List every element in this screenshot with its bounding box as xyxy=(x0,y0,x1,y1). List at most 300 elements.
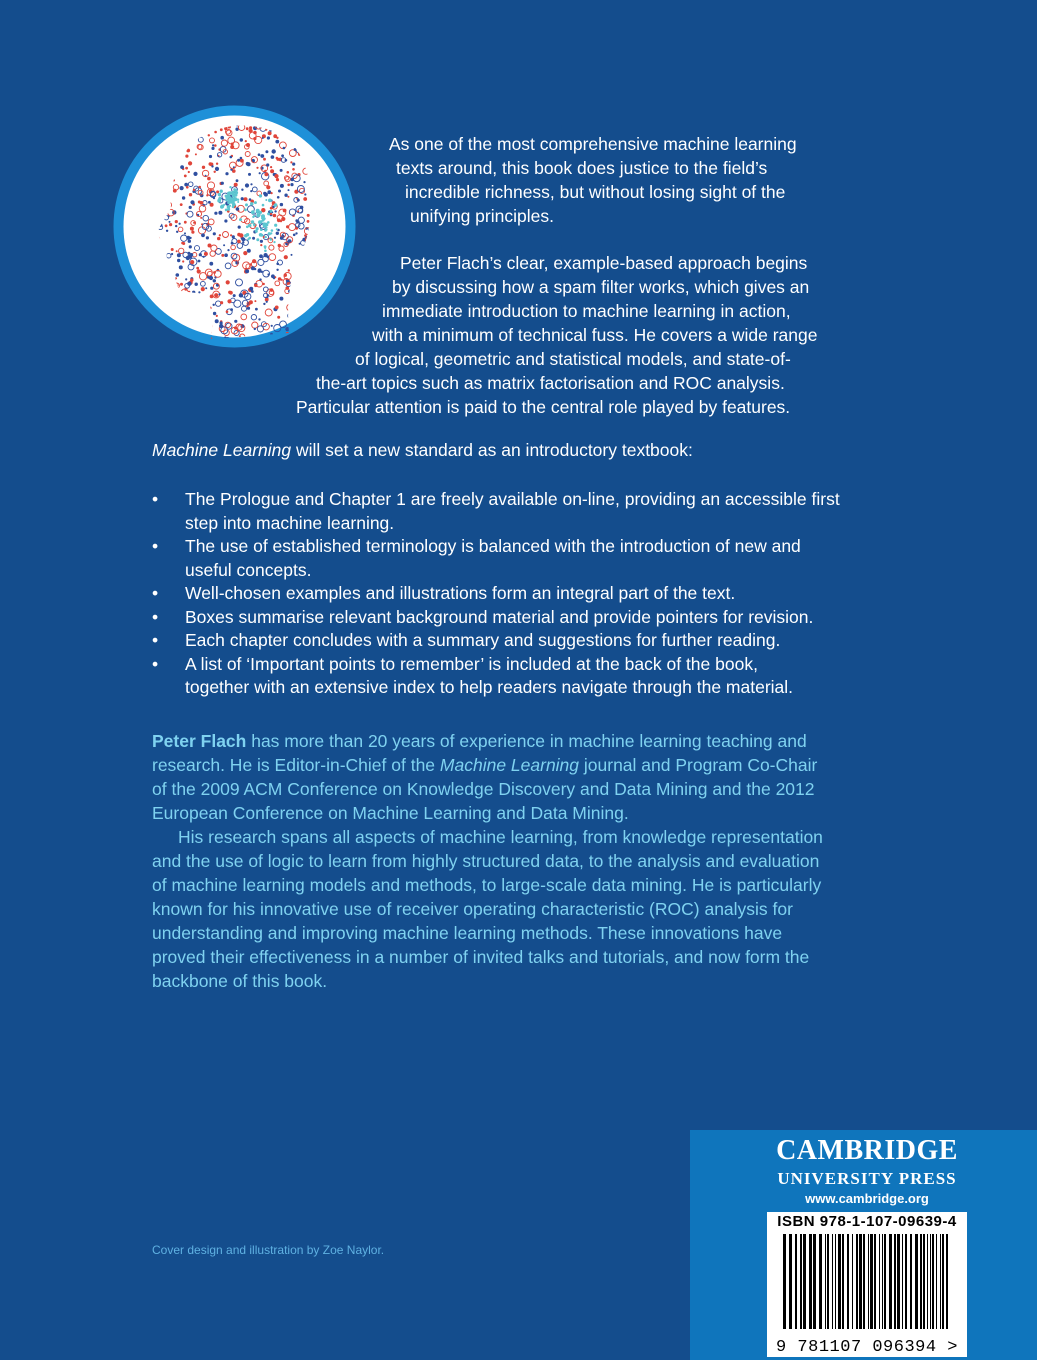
head-dot-accent xyxy=(263,217,266,220)
list-item-continuation xyxy=(152,559,852,583)
head-dot xyxy=(265,150,268,153)
head-dot xyxy=(242,238,246,242)
intro-line: immediate introduction to machine learning in action, xyxy=(382,301,791,321)
head-dot xyxy=(273,214,277,218)
list-item-text: A list of ‘Important points to remember’ is included at the back of the book, xyxy=(185,653,758,674)
head-dot xyxy=(209,155,212,158)
head-dot-accent xyxy=(250,202,253,205)
head-dot xyxy=(312,126,315,129)
head-dot xyxy=(234,320,237,323)
head-dot xyxy=(214,212,217,215)
head-dot xyxy=(258,153,261,156)
head-dot xyxy=(241,197,244,200)
head-dot-accent xyxy=(220,205,224,209)
head-dot xyxy=(246,305,248,307)
head-dot xyxy=(245,269,249,273)
list-item-text: together with an extensive index to help readers navigate through the material. xyxy=(185,677,794,697)
head-dot xyxy=(214,131,217,134)
head-dot xyxy=(195,283,198,286)
head-dot xyxy=(163,122,167,126)
head-dot xyxy=(276,178,279,181)
head-dot xyxy=(266,301,268,303)
head-dot xyxy=(186,256,190,260)
journal-title: Machine Learning xyxy=(439,755,580,775)
head-dot xyxy=(208,201,211,204)
head-dot xyxy=(313,324,316,327)
head-dot xyxy=(220,136,224,140)
head-dot-accent xyxy=(218,198,221,201)
head-dot xyxy=(304,193,306,195)
head-dot xyxy=(173,189,177,193)
head-dot xyxy=(182,260,184,262)
head-dot-accent xyxy=(245,203,248,206)
head-dot xyxy=(168,335,170,337)
head-dot xyxy=(216,190,219,193)
head-dot xyxy=(160,124,164,128)
head-dot-accent xyxy=(264,229,267,232)
list-item xyxy=(152,535,852,559)
barcode-bar xyxy=(884,1234,886,1329)
head-dot xyxy=(215,319,219,323)
list-item xyxy=(152,653,852,677)
head-dot xyxy=(169,221,171,223)
head-dot xyxy=(197,269,201,273)
head-dot xyxy=(207,177,211,181)
head-dot xyxy=(276,263,279,266)
bio-text: research. He is Editor-in-Chief of the xyxy=(152,755,440,775)
head-dot xyxy=(277,196,280,199)
head-dot xyxy=(232,235,235,238)
head-dot xyxy=(250,190,252,192)
head-dot-accent xyxy=(268,199,272,203)
barcode-bar xyxy=(940,1234,941,1329)
barcode-bar xyxy=(847,1234,849,1329)
head-dot-accent xyxy=(239,218,242,221)
head-dot xyxy=(226,310,229,313)
head-dot xyxy=(176,231,178,233)
head-dot xyxy=(177,253,181,257)
head-dot xyxy=(209,276,213,280)
head-dot xyxy=(275,140,279,144)
head-dot-accent xyxy=(237,201,239,203)
head-dot xyxy=(270,213,272,215)
barcode-bar xyxy=(838,1234,841,1329)
head-dot xyxy=(219,324,223,328)
head-dot xyxy=(172,333,179,340)
head-dot xyxy=(171,114,173,116)
head-dot xyxy=(307,214,310,217)
head-dot xyxy=(223,244,225,246)
head-dot xyxy=(272,149,276,153)
head-dot xyxy=(185,167,188,170)
head-dot-accent xyxy=(237,199,239,201)
head-dot xyxy=(263,158,266,161)
head-dot xyxy=(217,237,220,240)
bio-text: has more than 20 years of experience in machine learning teaching and xyxy=(246,731,807,751)
head-dot-accent xyxy=(256,227,259,230)
barcode-bar xyxy=(882,1234,883,1329)
head-dot xyxy=(184,232,186,234)
head-dot-accent xyxy=(259,211,262,214)
head-dot xyxy=(264,193,268,197)
head-dot xyxy=(280,203,283,206)
author-name: Peter Flach xyxy=(152,731,247,751)
head-dot xyxy=(294,333,301,340)
list-item-text: Boxes summarise relevant background material and provide pointers for revision. xyxy=(185,606,814,627)
author-bio xyxy=(152,729,852,993)
bio-text: journal and Program Co-Chair xyxy=(579,755,818,775)
publisher-logo-name: CAMBRIDGE xyxy=(776,1135,958,1166)
head-dot xyxy=(248,173,251,176)
head-dot xyxy=(242,241,244,243)
head-dot-accent xyxy=(274,203,278,207)
head-dot xyxy=(164,328,169,333)
head-dot xyxy=(249,126,252,129)
head-dot-accent xyxy=(225,209,228,212)
head-dot xyxy=(249,300,253,304)
head-dot xyxy=(287,338,290,341)
head-dot xyxy=(315,110,322,117)
head-dot xyxy=(210,295,214,299)
head-dot xyxy=(263,303,265,305)
head-dot-accent xyxy=(265,199,267,201)
barcode-bar xyxy=(803,1234,806,1329)
head-dot xyxy=(271,192,273,194)
barcode-bar xyxy=(942,1234,944,1329)
head-dot xyxy=(259,278,261,280)
head-dot-accent xyxy=(244,208,247,211)
head-dot xyxy=(212,144,214,146)
head-dot xyxy=(307,326,310,329)
head-dot xyxy=(241,189,243,191)
head-dot-accent xyxy=(273,241,275,243)
head-dot-accent xyxy=(246,233,249,236)
bio-line: European Conference on Machine Learning and Data Mining. xyxy=(152,803,629,823)
head-dot xyxy=(214,144,217,147)
head-dot xyxy=(179,265,183,269)
head-illustration xyxy=(111,103,358,350)
barcode-bar xyxy=(868,1234,869,1329)
head-dot xyxy=(206,194,208,196)
head-dot xyxy=(236,179,239,182)
head-dot-accent xyxy=(227,201,230,204)
head-dot xyxy=(306,332,308,334)
head-dot xyxy=(199,253,202,256)
head-dot xyxy=(209,162,213,166)
head-dot-accent xyxy=(276,228,278,230)
barcode-bar xyxy=(902,1234,903,1329)
bio-line: and the use of logic to learn from highly structured data, to the analysis and evaluation xyxy=(152,851,820,871)
head-dot xyxy=(292,163,295,166)
head-dot xyxy=(262,137,264,139)
barcode-bar xyxy=(835,1234,836,1329)
head-dot xyxy=(281,154,284,157)
head-dot xyxy=(286,225,289,228)
bullet: • xyxy=(152,583,159,603)
head-dot xyxy=(221,182,224,185)
head-dot xyxy=(160,338,165,343)
head-dot xyxy=(240,159,244,163)
barcode-bar xyxy=(827,1234,829,1329)
head-dot xyxy=(218,211,222,215)
publisher-url: www.cambridge.org xyxy=(805,1191,929,1206)
head-dot xyxy=(263,236,265,238)
head-dot xyxy=(299,243,301,245)
head-dot xyxy=(164,112,167,115)
barcode-bar xyxy=(842,1234,844,1329)
head-dot xyxy=(280,184,284,188)
list-item-text: useful concepts. xyxy=(185,559,312,580)
intro-line: the-art topics such as matrix factorisation and ROC analysis. xyxy=(316,373,785,393)
head-dot xyxy=(177,259,180,262)
head-dot-accent xyxy=(259,194,262,197)
barcode-bar xyxy=(923,1234,925,1329)
head-dot xyxy=(193,222,195,224)
head-dot xyxy=(260,240,263,243)
intro-line: texts around, this book does justice to the field’s xyxy=(396,158,768,178)
head-dot-accent xyxy=(246,226,249,229)
head-dot-accent xyxy=(229,205,231,207)
head-dot xyxy=(317,129,320,132)
bio-line: of the 2009 ACM Conference on Knowledge Discovery and Data Mining and the 2012 xyxy=(152,779,815,799)
head-dot xyxy=(213,232,216,235)
head-dot-accent xyxy=(264,247,266,249)
barcode-bars xyxy=(777,1234,957,1329)
cover-credit: Cover design and illustration by Zoe Naylor. xyxy=(152,1243,385,1257)
head-dot xyxy=(282,338,288,344)
head-dot xyxy=(213,312,216,315)
bullet: • xyxy=(152,606,159,627)
barcode-bar xyxy=(920,1234,922,1329)
barcode-bar xyxy=(800,1234,802,1329)
bio-line xyxy=(152,753,852,777)
head-dot xyxy=(226,280,230,284)
head-dot xyxy=(234,183,238,187)
head-dot xyxy=(187,339,191,343)
head-dot xyxy=(214,171,216,173)
bio-line xyxy=(152,729,852,753)
head-dot xyxy=(260,154,264,158)
head-dot xyxy=(290,183,293,186)
list-item-text: Each chapter concludes with a summary and suggestions for further reading. xyxy=(185,630,781,650)
head-dot xyxy=(165,120,169,124)
intro-line: Particular attention is paid to the central role played by features. xyxy=(296,397,791,417)
head-dot xyxy=(156,118,159,121)
intro-line: unifying principles. xyxy=(410,206,554,226)
head-dot xyxy=(292,168,295,171)
head-dot xyxy=(307,220,310,223)
head-dot xyxy=(157,321,159,323)
head-dot xyxy=(220,301,223,304)
list-item xyxy=(152,488,852,512)
head-dot xyxy=(255,308,258,311)
head-dot-accent xyxy=(268,232,271,235)
head-dot xyxy=(166,230,168,232)
head-dot xyxy=(287,171,290,174)
head-dot xyxy=(189,193,192,196)
head-dot xyxy=(186,236,190,240)
head-dot xyxy=(250,183,252,185)
head-dot xyxy=(198,291,200,293)
head-dot xyxy=(285,159,288,162)
head-dot xyxy=(270,166,272,168)
head-dot xyxy=(225,172,228,175)
head-dot xyxy=(215,167,219,171)
barcode-digits: 9 781107 096394 > xyxy=(776,1338,958,1357)
head-dot xyxy=(318,112,323,117)
barcode-bar xyxy=(852,1234,853,1329)
barcode-bar xyxy=(809,1234,812,1329)
head-dot xyxy=(284,194,287,197)
head-dot xyxy=(214,293,218,297)
barcode-bar xyxy=(910,1234,912,1329)
barcode-bar xyxy=(856,1234,858,1329)
head-dot xyxy=(256,167,258,169)
head-dot xyxy=(303,181,305,183)
head-dot-accent xyxy=(251,210,255,214)
head-dot xyxy=(244,197,248,201)
head-dot xyxy=(211,165,213,167)
bio-line: proved their effectiveness in a number of invited talks and tutorials, and now form the xyxy=(152,947,810,967)
publisher-block xyxy=(690,1130,1037,1360)
head-dot xyxy=(245,140,247,142)
barcode-bar xyxy=(825,1234,826,1329)
head-dot xyxy=(264,172,268,176)
barcode-bar xyxy=(874,1234,876,1329)
bullet: • xyxy=(152,653,159,674)
head-dot xyxy=(213,304,215,306)
head-dot xyxy=(259,254,263,258)
head-dot xyxy=(165,224,168,227)
bio-line: understanding and improving machine learning methods. These innovations have xyxy=(152,923,783,943)
head-dot xyxy=(219,234,221,236)
head-dot-accent xyxy=(267,213,270,216)
head-dot xyxy=(224,219,227,222)
head-dot xyxy=(263,283,265,285)
head-dot xyxy=(186,186,189,189)
head-dot xyxy=(274,174,278,178)
head-dot-accent xyxy=(229,186,231,188)
list-item xyxy=(152,629,852,653)
head-dot xyxy=(314,109,320,115)
head-dot xyxy=(171,248,174,251)
head-dot xyxy=(213,279,216,282)
head-dot xyxy=(280,169,283,172)
head-dot xyxy=(176,250,178,252)
head-dot xyxy=(231,143,234,146)
head-dot xyxy=(184,175,187,178)
head-dot xyxy=(314,111,317,114)
head-dot xyxy=(246,143,250,147)
head-dot xyxy=(246,162,250,166)
head-dot xyxy=(205,287,207,289)
head-dot-accent xyxy=(254,201,257,204)
head-dot xyxy=(193,189,195,191)
head-dot-accent xyxy=(259,233,263,237)
barcode-bar xyxy=(915,1234,918,1329)
barcode-bar xyxy=(813,1234,816,1329)
head-dot xyxy=(237,240,241,244)
barcode-bar xyxy=(946,1234,948,1329)
barcode-bar xyxy=(927,1234,928,1329)
head-dot xyxy=(301,335,303,337)
head-dot xyxy=(317,328,320,331)
head-dot xyxy=(203,256,205,258)
head-dot xyxy=(195,153,197,155)
head-dot-accent xyxy=(251,220,254,223)
head-dot xyxy=(189,206,192,209)
head-dot-accent xyxy=(262,204,265,207)
head-dot-accent xyxy=(235,189,238,192)
barcode-bar xyxy=(863,1234,865,1329)
head-dot-accent xyxy=(234,193,238,197)
bullet: • xyxy=(152,489,159,509)
head-dot xyxy=(179,223,181,225)
barcode-bar xyxy=(894,1234,896,1329)
head-dot xyxy=(188,240,191,243)
book-title: Machine Learning xyxy=(152,440,292,460)
head-dot xyxy=(230,156,233,159)
head-dot xyxy=(191,231,194,234)
head-dot xyxy=(278,244,281,247)
list-item-text: Well-chosen examples and illustrations form an integral part of the text. xyxy=(185,583,736,603)
head-dot xyxy=(190,278,193,281)
head-dot xyxy=(268,131,272,135)
head-dot xyxy=(260,244,262,246)
head-dot xyxy=(165,111,172,118)
head-dot xyxy=(267,136,270,139)
head-dot xyxy=(188,171,190,173)
head-dot xyxy=(267,294,270,297)
head-dot xyxy=(227,249,229,251)
head-dot-accent xyxy=(264,223,268,227)
head-dot xyxy=(246,127,249,130)
intro-line: by discussing how a spam filter works, which gives an xyxy=(392,277,810,297)
head-dot xyxy=(221,254,224,257)
head-dot xyxy=(275,306,279,310)
head-dot xyxy=(258,268,262,272)
head-dot xyxy=(238,226,241,229)
head-dot xyxy=(237,159,240,162)
head-dot xyxy=(252,237,255,240)
head-dot xyxy=(219,293,221,295)
head-dot xyxy=(175,220,178,223)
head-dot-accent xyxy=(260,228,263,231)
head-dot xyxy=(200,217,202,219)
head-dot xyxy=(284,113,287,116)
head-dot xyxy=(180,186,184,190)
head-dot-accent xyxy=(225,199,227,201)
head-dot-accent xyxy=(218,193,221,196)
head-dot xyxy=(287,184,290,187)
bio-line: known for his innovative use of receiver operating characteristic (ROC) analysis for xyxy=(152,899,793,919)
head-dot xyxy=(193,172,197,176)
head-dot xyxy=(198,201,201,204)
list-item-continuation xyxy=(152,512,852,536)
head-dot-accent xyxy=(256,238,259,241)
barcode-bar xyxy=(936,1234,937,1329)
head-dot xyxy=(288,189,290,191)
head-dot xyxy=(274,210,276,212)
head-dot xyxy=(182,196,185,199)
head-dot xyxy=(295,232,297,234)
head-dot xyxy=(310,332,313,335)
bullet: • xyxy=(152,630,159,650)
head-dot xyxy=(206,236,209,239)
head-dot xyxy=(188,161,192,165)
head-dot xyxy=(314,324,318,328)
head-dot xyxy=(297,210,299,212)
